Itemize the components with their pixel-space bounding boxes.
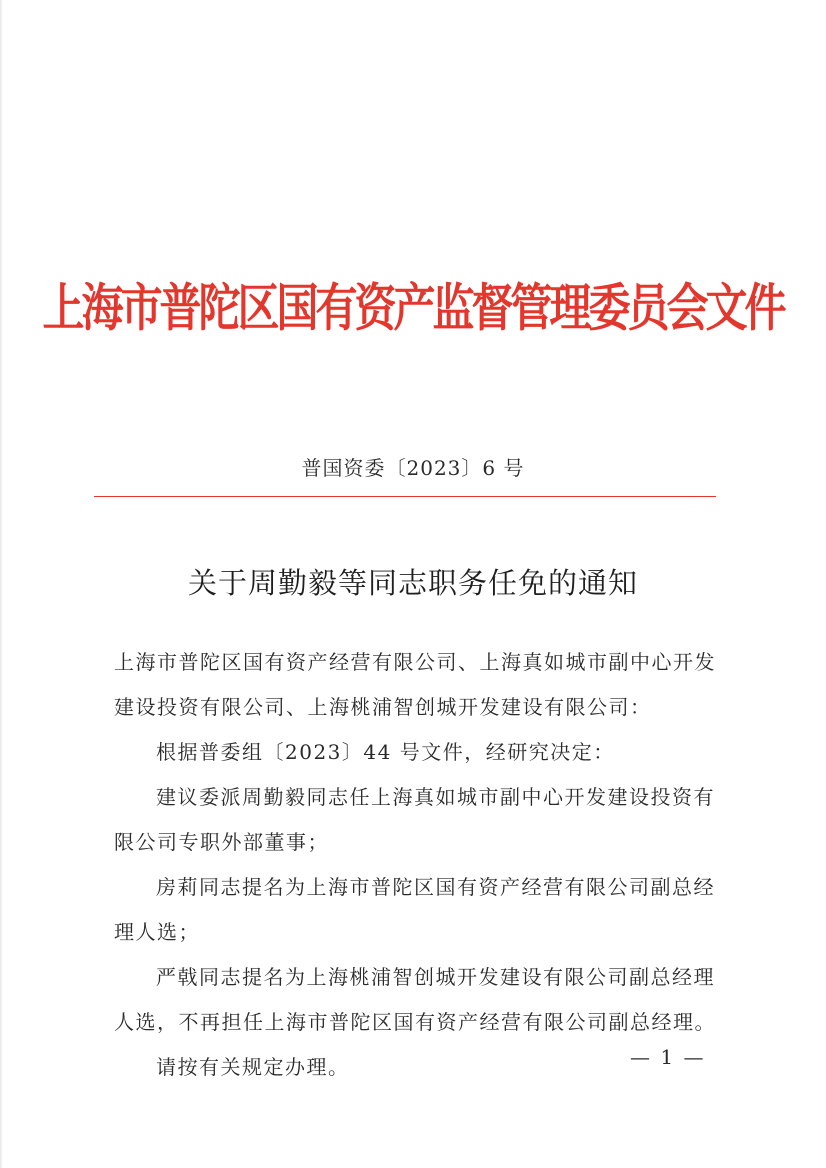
body-paragraph-closing: 请按有关规定办理。	[156, 1055, 350, 1079]
body-paragraph-basis: 根据普委组〔2023〕44 号文件，经研究决定：	[156, 740, 615, 764]
body-paragraph-yan: 严戟同志提名为上海桃浦智创城开发建设有限公司副总经理人选，不再担任上海市普陀区国有资产经营有限公司副总经理。	[114, 965, 716, 1034]
body-paragraph-fang: 房莉同志提名为上海市普陀区国有资产经营有限公司副总经理人选；	[114, 875, 715, 944]
addressee: 上海市普陀区国有资产经营有限公司、上海真如城市副中心开发建设投资有限公司、上海桃浦智创城开发建设有限公司：	[114, 650, 716, 719]
body-paragraph-zhou: 建议委派周勤毅同志任上海真如城市副中心开发建设投资有限公司专职外部董事；	[114, 785, 715, 854]
document-number: 普国资委〔2023〕6 号	[301, 456, 525, 480]
document-body	[114, 640, 726, 1090]
issuer-red-header: 上海市普陀区国有资产监督管理委员会文件	[42, 277, 784, 338]
red-divider-line	[94, 496, 716, 497]
document-title: 关于周勤毅等同志职务任免的通知	[187, 566, 638, 600]
page-number: — 1 —	[630, 1045, 706, 1069]
